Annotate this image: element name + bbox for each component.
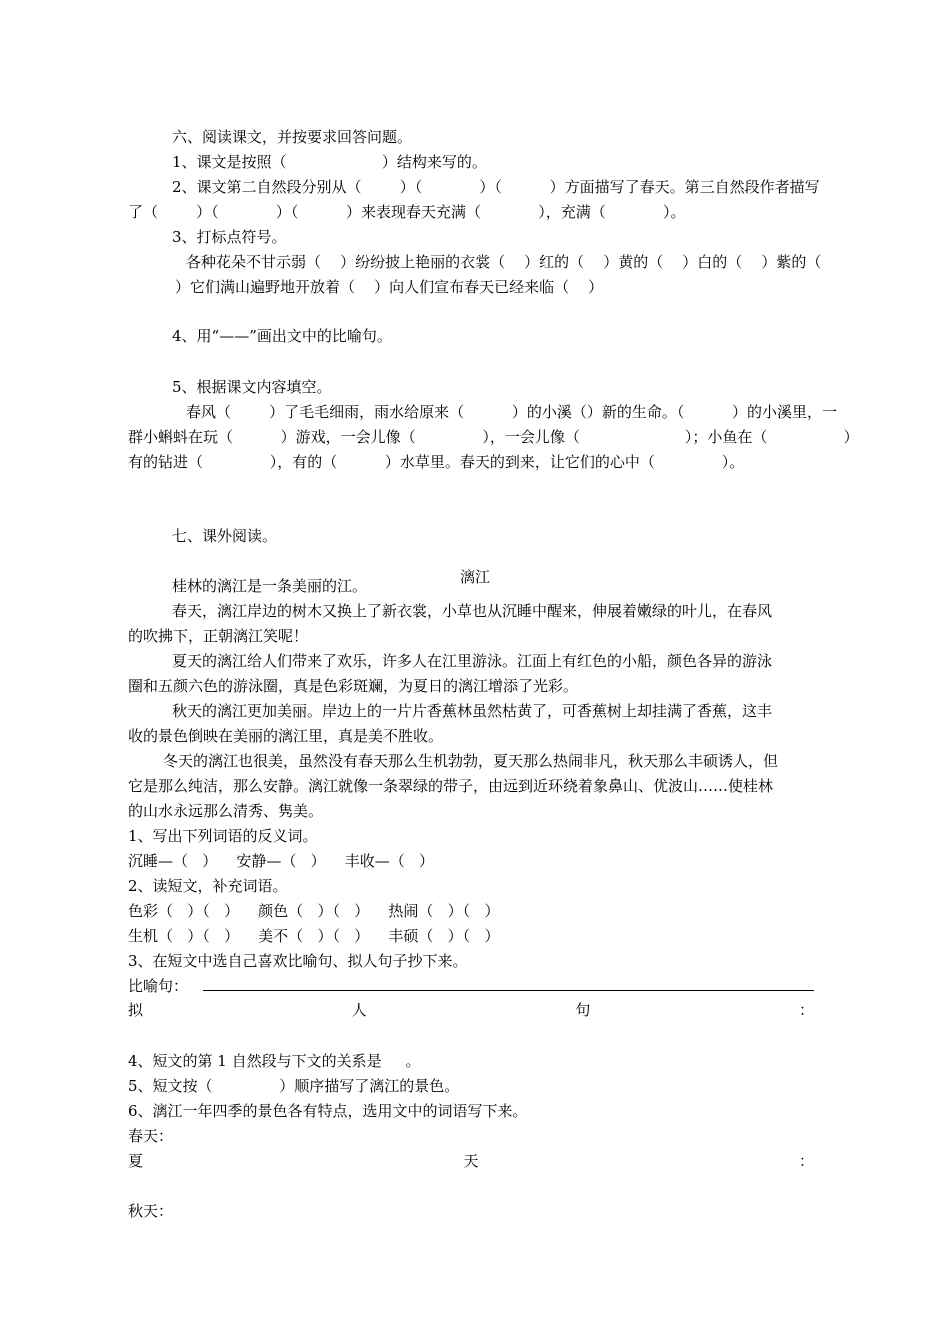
s7-question-3: 3、在短文中选自己喜欢比喻句、拟人句子抄下来。: [128, 952, 468, 970]
s6-fill-line-3: 有的钻进（ ），有的（ ）水草里。春天的到来，让它们的心中（ ）。: [128, 453, 745, 471]
passage-paragraph-5-line-3: 的山水永远那么清秀、隽美。: [128, 802, 324, 820]
passage-paragraph-3-line-1: 夏天的漓江给人们带来了欢乐，许多人在江里游泳。江面上有红色的小船，颜色各异的游泳: [172, 652, 773, 670]
simile-label: 比喻句：: [128, 977, 189, 995]
personification-char-3: 句: [575, 1001, 591, 1019]
s7-question-1: 1、写出下列词语的反义词。: [128, 827, 318, 845]
personification-char-1: 拟: [128, 1001, 144, 1019]
s7-antonym-items: 沉睡—（ ） 安静—（ ） 丰收—（ ）: [128, 852, 435, 870]
s6-fill-line-2: 群小蝌蚪在玩（ ）游戏，一会儿像（ ），一会儿像（ ）；小鱼在（ ）: [128, 428, 859, 446]
passage-paragraph-4-line-2: 收的景色倒映在美丽的漓江里，真是美不胜收。: [128, 727, 444, 745]
s7-question-5: 5、短文按（ ）顺序描写了漓江的景色。: [128, 1077, 460, 1095]
s6-punctuation-line-2: ）它们满山遍野地开放着（ ）向人们宣布春天已经来临（ ）: [175, 278, 604, 296]
section-7-heading: 七、课外阅读。: [172, 527, 278, 545]
simile-answer-line: [203, 990, 814, 991]
summer-label: [128, 1150, 814, 1172]
passage-paragraph-2-line-2: 的吹拂下，正朝漓江笑呢！: [128, 627, 309, 645]
s7-word-fill-line-2: 生机（ ）（ ） 美不（ ）（ ） 丰硕（ ）（ ）: [128, 927, 500, 945]
s7-question-6: 6、漓江一年四季的景色各有特点，选用文中的词语写下来。: [128, 1102, 528, 1120]
s6-punctuation-line-1: 各种花朵不甘示弱（ ）纷纷披上艳丽的衣裳（ ）红的（ ）黄的（ ）白的（ ）紫的（: [186, 253, 822, 271]
s6-question-4: 4、用“——”画出文中的比喻句。: [172, 327, 392, 345]
s6-question-5: 5、根据课文内容填空。: [172, 378, 332, 396]
personification-char-2: 人: [351, 1001, 367, 1019]
passage-paragraph-5-line-1: 冬天的漓江也很美，虽然没有春天那么生机勃勃，夏天那么热闹非凡，秋天那么丰硕诱人，但: [163, 752, 779, 770]
summer-char-2: 天: [463, 1152, 479, 1170]
passage-paragraph-5-line-2: 它是那么纯洁，那么安静。漓江就像一条翠绿的带子，由远到近环绕着象鼻山、优波山……使桂林: [128, 777, 774, 795]
section-6-heading: 六、阅读课文，并按要求回答问题。: [172, 128, 413, 146]
spring-label: 春天：: [128, 1127, 174, 1145]
personification-char-4: ：: [798, 1001, 814, 1019]
passage-title: 漓江: [459, 568, 490, 586]
s6-question-2-line-2: 了（ ）（ ）（ ）来表现春天充满（ ），充满（ ）。: [128, 203, 686, 221]
passage-paragraph-4-line-1: 秋天的漓江更加美丽。岸边上的一片片香蕉林虽然枯黄了，可香蕉树上却挂满了香蕉，这丰: [172, 702, 773, 720]
s6-question-2-line-1: 2、课文第二自然段分别从（ ）（ ）（ ）方面描写了春天。第三自然段作者描写: [172, 178, 820, 196]
s7-question-4: 4、短文的第 1 自然段与下文的关系是 。: [128, 1052, 421, 1070]
summer-char-3: ：: [798, 1152, 814, 1170]
s6-question-3: 3、打标点符号。: [172, 228, 287, 246]
passage-paragraph-2-line-1: 春天，漓江岸边的树木又换上了新衣裳，小草也从沉睡中醒来，伸展着嫩绿的叶儿，在春风: [172, 602, 773, 620]
personification-label: [128, 999, 814, 1021]
summer-char-1: 夏: [128, 1152, 144, 1170]
s6-question-1: 1、课文是按照（ ）结构来写的。: [172, 153, 487, 171]
s7-question-2: 2、读短文，补充词语。: [128, 877, 288, 895]
passage-paragraph-1: 桂林的漓江是一条美丽的江。: [172, 577, 368, 595]
s7-word-fill-line-1: 色彩（ ）（ ） 颜色（ ）（ ） 热闹（ ）（ ）: [128, 902, 500, 920]
passage-paragraph-3-line-2: 圈和五颜六色的游泳圈，真是色彩斑斓，为夏日的漓江增添了光彩。: [128, 677, 579, 695]
s6-fill-line-1: 春风（ ）了毛毛细雨，雨水给原来（ ）的小溪（）新的生命。（ ）的小溪里，一: [186, 403, 838, 421]
autumn-label: 秋天：: [128, 1202, 174, 1220]
